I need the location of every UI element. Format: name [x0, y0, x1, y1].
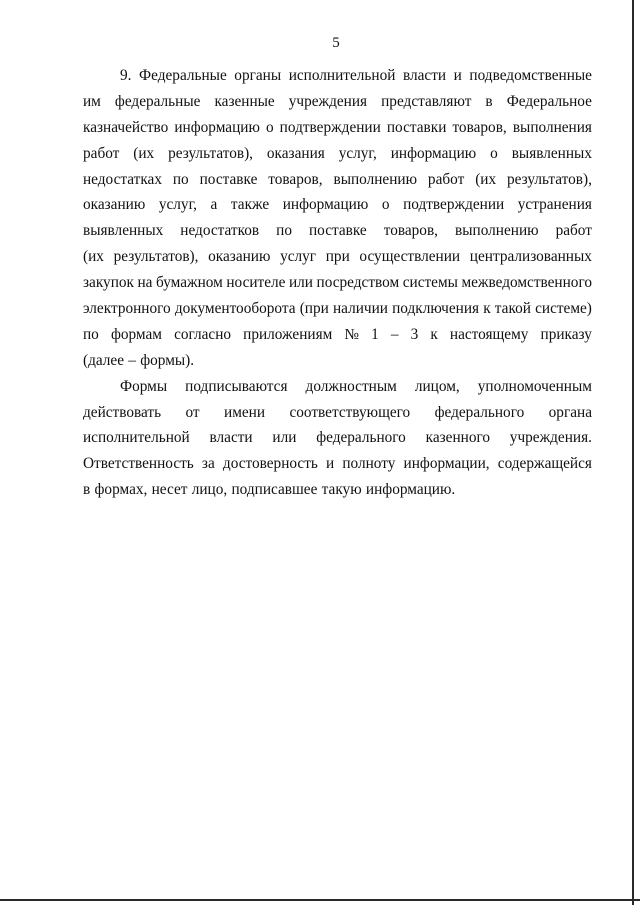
text-line: исполнительной власти или федерального казенного учреждения. — [83, 429, 592, 447]
text-line: недостатках по поставке товаров, выполнению работ (их результатов), — [83, 170, 592, 188]
text-line: работ (их результатов), оказания услуг, информацию о выявленных — [83, 144, 592, 162]
scan-edge-bottom — [0, 899, 640, 901]
paragraph — [83, 374, 592, 503]
scan-edge-right — [632, 0, 634, 905]
text-line: (их результатов), оказанию услуг при осуществлении централизованных — [83, 248, 592, 266]
text-line: выявленных недостатков по поставке товаров, выполнению работ — [83, 222, 592, 240]
text-line: (далее – формы). — [83, 351, 195, 369]
text-line: электронного документооборота (при наличии подключения к такой системе) — [83, 300, 592, 318]
text-line: действовать от имени соответствующего федерального органа — [83, 403, 592, 421]
text-line: оказанию услуг, а также информацию о подтверждении устранения — [83, 196, 592, 214]
text-line: Формы подписываются должностным лицом, уполномоченным — [120, 377, 592, 395]
page-number: 5 — [332, 35, 340, 51]
text-line: закупок на бумажном носителе или посредством системы межведомственного — [83, 274, 592, 292]
document-body — [83, 63, 592, 503]
text-line: Ответственность за достоверность и полноту информации, содержащейся — [83, 455, 592, 473]
paragraph-container — [83, 63, 592, 503]
text-line: 9. Федеральные органы исполнительной власти и подведомственные — [120, 67, 592, 84]
text-line: им федеральные казенные учреждения представляют в Федеральное — [83, 92, 592, 110]
text-line: по формам согласно приложениям № 1 – 3 к настоящему приказу — [83, 325, 592, 343]
text-line: казначейство информацию о подтверждении поставки товаров, выполнения — [83, 118, 592, 136]
paragraph — [83, 63, 592, 374]
text-line: в формах, несет лицо, подписавшее такую информацию. — [83, 481, 456, 499]
